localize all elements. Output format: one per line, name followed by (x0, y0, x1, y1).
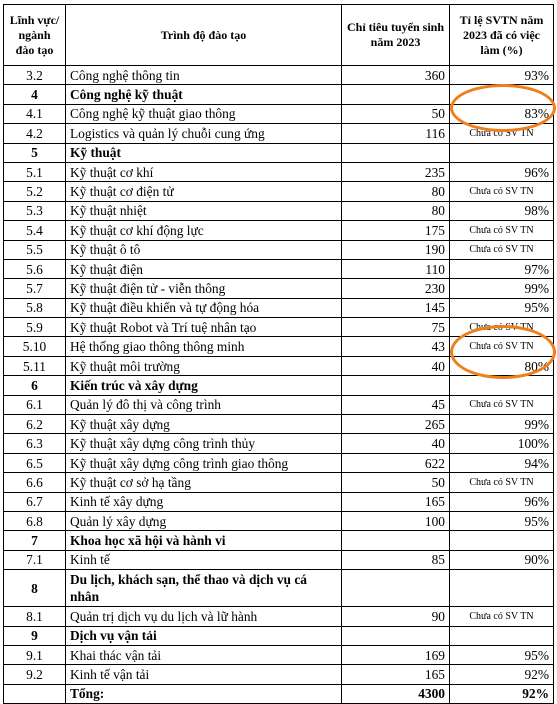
row-name: Công nghệ thông tin (66, 66, 342, 85)
row-quota: 622 (342, 453, 450, 472)
row-code: 8 (4, 570, 66, 607)
table-row (4, 511, 554, 530)
group-row (4, 626, 554, 645)
group-row (4, 570, 554, 607)
row-rate (450, 626, 554, 645)
row-name: Công nghệ kỹ thuật giao thông (66, 104, 342, 123)
row-name: Kỹ thuật xây dựng công trình thủy (66, 434, 342, 453)
row-name: Kỹ thuật cơ khí động lực (66, 221, 342, 240)
header-quota: Chỉ tiêu tuyển sinh năm 2023 (342, 5, 450, 66)
row-name: Kỹ thuật xây dựng công trình giao thông (66, 453, 342, 472)
row-quota (342, 531, 450, 550)
row-name: Hệ thống giao thông thông minh (66, 337, 342, 356)
row-name: Kỹ thuật điện tử - viễn thông (66, 279, 342, 298)
row-quota: 85 (342, 550, 450, 569)
row-name: Kỹ thuật cơ sở hạ tầng (66, 473, 342, 492)
row-code: 5.10 (4, 337, 66, 356)
row-quota: 116 (342, 124, 450, 143)
row-rate: Chưa có SV TN (450, 318, 554, 337)
row-name: Kinh tế vận tải (66, 665, 342, 684)
row-rate: 94% (450, 453, 554, 472)
table-row (4, 162, 554, 181)
row-name: Kỹ thuật môi trường (66, 356, 342, 375)
table-row (4, 182, 554, 201)
row-rate: 80% (450, 356, 554, 375)
row-code: 6.5 (4, 453, 66, 472)
row-name: Kỹ thuật nhiệt (66, 201, 342, 220)
row-rate: Chưa có SV TN (450, 607, 554, 626)
row-quota: 75 (342, 318, 450, 337)
row-rate (450, 85, 554, 104)
row-quota: 40 (342, 434, 450, 453)
table-row (4, 259, 554, 278)
row-code: 5.11 (4, 356, 66, 375)
total-rate: 92% (450, 684, 554, 703)
row-rate: 99% (450, 415, 554, 434)
row-name: Kinh tế xây dựng (66, 492, 342, 511)
row-quota: 165 (342, 492, 450, 511)
row-rate: 95% (450, 511, 554, 530)
row-quota: 40 (342, 356, 450, 375)
row-name: Dịch vụ vận tải (66, 626, 342, 645)
row-rate: Chưa có SV TN (450, 240, 554, 259)
table-row (4, 434, 554, 453)
row-quota: 230 (342, 279, 450, 298)
row-rate: Chưa có SV TN (450, 337, 554, 356)
row-code: 5.6 (4, 259, 66, 278)
row-name: Kỹ thuật Robot và Trí tuệ nhân tạo (66, 318, 342, 337)
table-row (4, 550, 554, 569)
row-code: 5.1 (4, 162, 66, 181)
row-quota (342, 626, 450, 645)
group-row (4, 143, 554, 162)
row-rate: 93% (450, 66, 554, 85)
total-quota: 4300 (342, 684, 450, 703)
row-rate: 92% (450, 665, 554, 684)
row-rate: 96% (450, 162, 554, 181)
row-name: Khai thác vận tải (66, 645, 342, 664)
table-row (4, 356, 554, 375)
row-code: 6 (4, 376, 66, 395)
group-row (4, 531, 554, 550)
table-row (4, 104, 554, 123)
row-code: 3.2 (4, 66, 66, 85)
row-code: 6.1 (4, 395, 66, 414)
row-rate: 83% (450, 104, 554, 123)
row-code: 7 (4, 531, 66, 550)
total-code (4, 684, 66, 703)
table-row (4, 473, 554, 492)
row-quota: 169 (342, 645, 450, 664)
row-rate: 95% (450, 298, 554, 317)
row-code: 5.4 (4, 221, 66, 240)
table-row (4, 415, 554, 434)
row-code: 8.1 (4, 607, 66, 626)
row-quota: 190 (342, 240, 450, 259)
table-row (4, 279, 554, 298)
row-rate: 100% (450, 434, 554, 453)
row-code: 6.6 (4, 473, 66, 492)
row-rate: 95% (450, 645, 554, 664)
row-quota (342, 376, 450, 395)
row-quota: 145 (342, 298, 450, 317)
row-rate (450, 531, 554, 550)
row-rate (450, 570, 554, 607)
row-rate: 97% (450, 259, 554, 278)
total-row (4, 684, 554, 703)
table-row (4, 645, 554, 664)
table-body (4, 66, 554, 685)
header-rate: Tỉ lệ SVTN năm 2023 đã có việc làm (%) (450, 5, 554, 66)
row-rate: Chưa có SV TN (450, 124, 554, 143)
row-code: 7.1 (4, 550, 66, 569)
row-code: 5 (4, 143, 66, 162)
row-code: 6.7 (4, 492, 66, 511)
table-header-row (4, 5, 554, 66)
group-row (4, 85, 554, 104)
row-rate (450, 376, 554, 395)
table-row (4, 665, 554, 684)
table-row (4, 453, 554, 472)
table-row (4, 66, 554, 85)
table-row (4, 607, 554, 626)
row-quota: 100 (342, 511, 450, 530)
total-label: Tổng: (66, 684, 342, 703)
row-quota (342, 570, 450, 607)
row-name: Quản trị dịch vụ du lịch và lữ hành (66, 607, 342, 626)
row-code: 5.7 (4, 279, 66, 298)
table-row (4, 201, 554, 220)
row-quota: 45 (342, 395, 450, 414)
row-quota: 80 (342, 201, 450, 220)
header-level: Trình độ đào tạo (66, 5, 342, 66)
row-name: Kỹ thuật cơ điện tử (66, 182, 342, 201)
table-row (4, 240, 554, 259)
row-code: 9.1 (4, 645, 66, 664)
row-quota: 43 (342, 337, 450, 356)
row-rate: Chưa có SV TN (450, 182, 554, 201)
row-name: Kỹ thuật (66, 143, 342, 162)
row-code: 4.1 (4, 104, 66, 123)
row-name: Quản lý xây dựng (66, 511, 342, 530)
row-quota: 165 (342, 665, 450, 684)
row-name: Quản lý đô thị và công trình (66, 395, 342, 414)
training-table (3, 4, 554, 704)
row-quota: 50 (342, 104, 450, 123)
row-name: Công nghệ kỹ thuật (66, 85, 342, 104)
row-name: Khoa học xã hội và hành vi (66, 531, 342, 550)
table-row (4, 492, 554, 511)
row-code: 4 (4, 85, 66, 104)
row-quota (342, 85, 450, 104)
row-name: Kỹ thuật điều khiển và tự động hóa (66, 298, 342, 317)
row-name: Logistics và quản lý chuỗi cung ứng (66, 124, 342, 143)
row-code: 9 (4, 626, 66, 645)
row-rate: Chưa có SV TN (450, 473, 554, 492)
row-code: 5.5 (4, 240, 66, 259)
row-name: Kỹ thuật điện (66, 259, 342, 278)
row-code: 6.3 (4, 434, 66, 453)
row-name: Kỹ thuật xây dựng (66, 415, 342, 434)
table-row (4, 298, 554, 317)
row-quota: 90 (342, 607, 450, 626)
row-quota: 50 (342, 473, 450, 492)
table-row (4, 395, 554, 414)
row-quota: 80 (342, 182, 450, 201)
row-name: Du lịch, khách sạn, thể thao và dịch vụ cá nhân (66, 570, 342, 607)
table-row (4, 318, 554, 337)
row-rate: Chưa có SV TN (450, 221, 554, 240)
row-code: 6.8 (4, 511, 66, 530)
row-rate (450, 143, 554, 162)
row-quota: 265 (342, 415, 450, 434)
table-row (4, 337, 554, 356)
row-quota: 360 (342, 66, 450, 85)
row-code: 4.2 (4, 124, 66, 143)
row-quota: 235 (342, 162, 450, 181)
row-code: 5.3 (4, 201, 66, 220)
row-rate: 99% (450, 279, 554, 298)
row-rate: Chưa có SV TN (450, 395, 554, 414)
row-quota: 175 (342, 221, 450, 240)
row-name: Kỹ thuật cơ khí (66, 162, 342, 181)
row-code: 6.2 (4, 415, 66, 434)
row-code: 5.8 (4, 298, 66, 317)
header-field: Lĩnh vực/ ngành đào tạo (4, 5, 66, 66)
row-name: Kỹ thuật ô tô (66, 240, 342, 259)
table-row (4, 221, 554, 240)
row-rate: 98% (450, 201, 554, 220)
row-code: 9.2 (4, 665, 66, 684)
row-name: Kinh tế (66, 550, 342, 569)
row-quota: 110 (342, 259, 450, 278)
row-quota (342, 143, 450, 162)
row-name: Kiến trúc và xây dựng (66, 376, 342, 395)
row-rate: 90% (450, 550, 554, 569)
row-code: 5.2 (4, 182, 66, 201)
group-row (4, 376, 554, 395)
row-rate: 96% (450, 492, 554, 511)
table-row (4, 124, 554, 143)
row-code: 5.9 (4, 318, 66, 337)
